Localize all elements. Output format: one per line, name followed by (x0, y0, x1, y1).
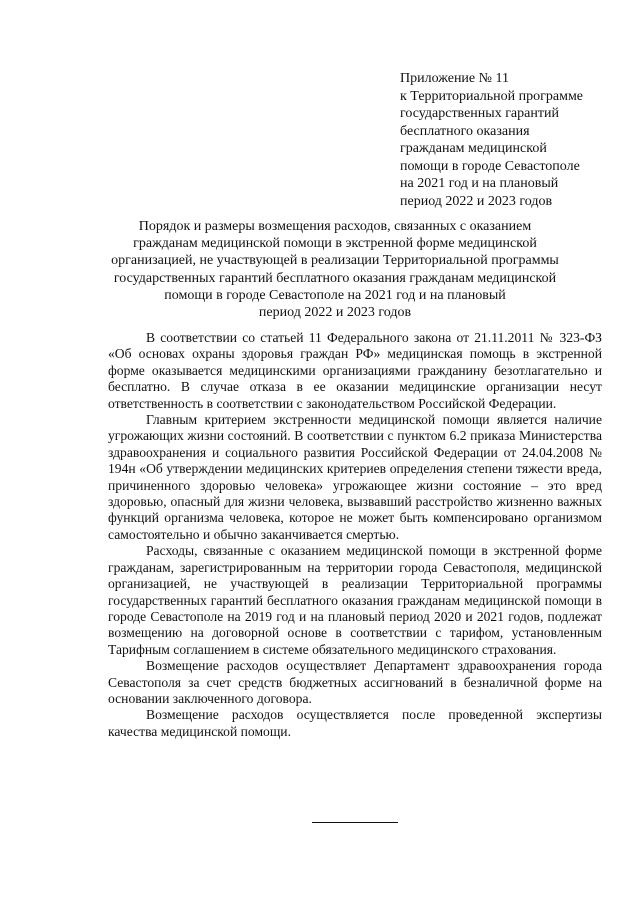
title-line: гражданам медицинской помощи в экстренной форме медицинской (133, 236, 537, 252)
title-line: Порядок и размеры возмещения расходов, связанных с оказанием (138, 219, 532, 234)
appendix-line: к Территориальной программе (400, 88, 584, 104)
body-paragraph: Возмещение расходов осуществляется после проведенной экспертизы качества медицинской помощи. (108, 707, 602, 739)
body-paragraph: Расходы, связанные с оказанием медицинской помощи в экстренной форме гражданам, зарегистрированным на территории города Севастополя, медицинской организацией, не участвующей в реализации Территориальной программы государственных гарантий бесплатного оказания гражданам медицинской помощи в городе Севастополе на 2019 год и на плановый период 2020 и 2021 годов, подлежат возмещению на договорной основе в соответствии с тарифом, установленным Тарифным соглашением в системе обязательного медицинского страхования. (108, 543, 602, 657)
appendix-line: помощи в городе Севастополе (400, 158, 580, 174)
title-line: период 2022 и 2023 годов (258, 305, 412, 321)
title-line: помощи в городе Севастополе на 2021 год и на плановый (164, 287, 506, 303)
appendix-line: Приложение № 11 (400, 71, 509, 86)
body-paragraph: Главным критерием экстренности медицинской помощи является наличие угрожающих жизни состояний. В соответствии с пунктом 6.2 приказа Министерства здравоохранения и социального развития Российской Федерации от 24.04.2008 № 194н «Об утверждении медицинских критериев определения степени тяжести вреда, причиненного здоровью человека» угрожающее жизни состояние – это вред здоровью, опасный для жизни человека, вызвавший расстройство жизненно важных функций организма человека, которое не может быть компенсировано организмом самостоятельно и обычно заканчивается смертью. (108, 412, 602, 542)
appendix-line: период 2022 и 2023 годов (400, 193, 553, 209)
document-body (108, 330, 602, 740)
body-paragraph: В соответствии со статьей 11 Федерального закона от 21.11.2011 № 323-ФЗ «Об основах охраны здоровья граждан РФ» медицинская помощь в экстренной форме оказывается медицинскими организациями гражданину безотлагательно и бесплатно. В случае отказа в ее оказании медицинские организации несут ответственность в соответствии с законодательством Российской Федерации. (108, 330, 602, 411)
body-paragraph: Возмещение расходов осуществляет Департамент здравоохранения города Севастополя за счет средств бюджетных ассигнований в безналичной форме на основании заключенного договора. (108, 658, 602, 706)
appendix-line: бесплатного оказания (400, 123, 530, 139)
title-line: организацией, не участвующей в реализации Территориальной программы (111, 253, 559, 269)
title-line: государственных гарантий бесплатного оказания гражданам медицинской (113, 270, 557, 286)
appendix-line: на 2021 год и на плановый (400, 176, 559, 191)
end-separator-line (312, 822, 398, 823)
appendix-line: государственных гарантий (400, 106, 559, 121)
appendix-line: гражданам медицинской (400, 141, 547, 156)
document-title (100, 218, 570, 321)
appendix-header (400, 70, 620, 210)
